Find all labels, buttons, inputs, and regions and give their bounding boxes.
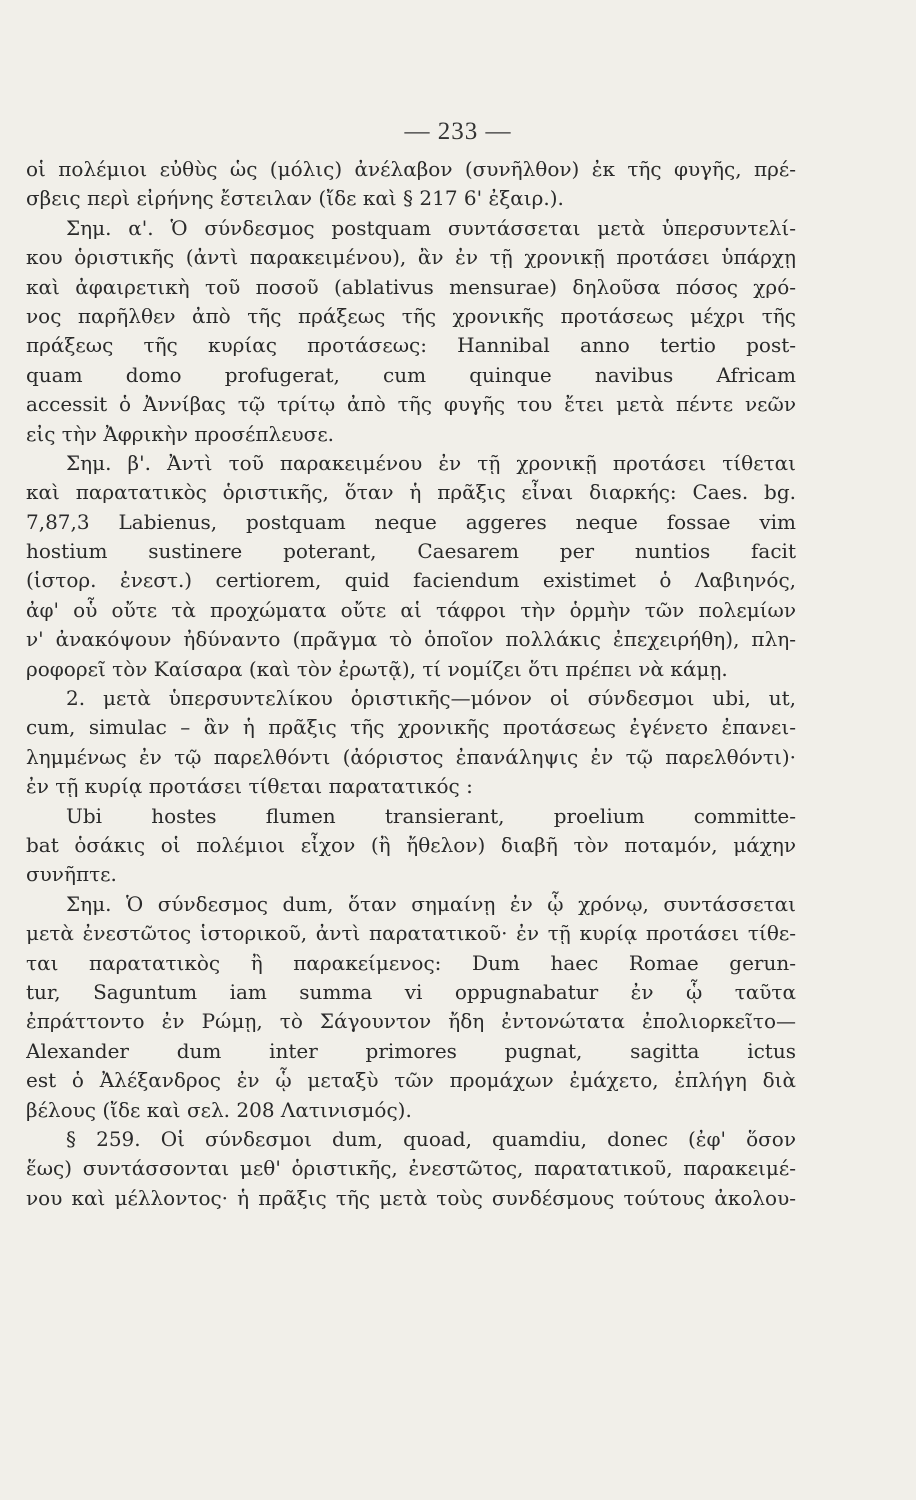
text-line: ν' ἀνακόψουν ἠδύναντο (πρᾶγμα τὸ ὁποῖον πολλάκις ἐπεχειρήθη), πλη- bbox=[26, 627, 796, 652]
text-line: ἐν τῇ κυρίᾳ προτάσει τίθεται παρατατικός : bbox=[26, 774, 473, 799]
text-line: λημμένως ἐν τῷ παρελθόντι (ἀόριστος ἐπανάληψις ἐν τῷ παρελθόντι)· bbox=[26, 744, 796, 769]
text-line: Ubi hostes flumen transierant, proelium committe- bbox=[66, 803, 796, 828]
text-line: βέλους (ἴδε καὶ σελ. 208 Λατινισμός). bbox=[26, 1097, 412, 1122]
text-line: est ὁ Ἀλέξανδρος ἐν ᾧ μεταξὺ τῶν προμάχων ἐμάχετο, ἐπλήγη διὰ bbox=[26, 1068, 796, 1093]
text-line: ροφορεῖ τὸν Καίσαρα (καὶ τὸν ἐρωτᾷ), τί νομίζει ὅτι πρέπει νὰ κάμῃ. bbox=[26, 656, 728, 681]
text-line: μετὰ ἐνεστῶτος ἱστορικοῦ, ἀντὶ παρατατικοῦ· ἐν τῇ κυρίᾳ προτάσει τίθε- bbox=[26, 921, 796, 946]
text-line: cum, simulac – ἂν ἡ πρᾶξις τῆς χρονικῆς προτάσεως ἐγένετο ἐπανει- bbox=[26, 715, 796, 740]
text-line: Σημ. α'. Ὁ σύνδεσμος postquam συντάσσεται μετὰ ὑπερσυντελί- bbox=[66, 215, 796, 240]
text-line: καὶ παρατατικὸς ὁριστικῆς, ὅταν ἡ πρᾶξις εἶναι διαρκής: Caes. bg. bbox=[26, 480, 796, 505]
text-line: ἀφ' οὗ οὔτε τὰ προχώματα οὔτε αἱ τάφροι τὴν ὁρμὴν τῶν πολεμίων bbox=[26, 597, 796, 622]
text-line: (ἱστορ. ἐνεστ.) certiorem, quid faciendum existimet ὁ Λαβιηνός, bbox=[26, 568, 796, 593]
text-line: καὶ ἀφαιρετικὴ τοῦ ποσοῦ (ablativus mensurae) δηλοῦσα πόσος χρό- bbox=[26, 274, 796, 299]
text-line: κου ὁριστικῆς (ἀντὶ παρακειμένου), ἂν ἐν τῇ χρονικῇ προτάσει ὑπάρχῃ bbox=[26, 245, 796, 270]
text-line: tur, Saguntum iam summa vi oppugnabatur ἐν ᾧ ταῦτα bbox=[26, 979, 796, 1004]
text-line: Σημ. Ὁ σύνδεσμος dum, ὅταν σημαίνῃ ἐν ᾧ χρόνῳ, συντάσσεται bbox=[66, 891, 796, 916]
text-line: οἱ πολέμιοι εὐθὺς ὡς (μόλις) ἀνέλαβον (συνῆλθον) ἐκ τῆς φυγῆς, πρέ- bbox=[26, 157, 796, 181]
text-line: hostium sustinere poterant, Caesarem per nuntios facit bbox=[26, 539, 796, 564]
text-line: accessit ὁ Ἀννίβας τῷ τρίτῳ ἀπὸ τῆς φυγῆς του ἔτει μετὰ πέντε νεῶν bbox=[26, 392, 796, 417]
text-line: 7,87,3 Labienus, postquam neque aggeres neque fossae vim bbox=[26, 509, 796, 534]
text-line: ἐπράττοντο ἐν Ρώμῃ, τὸ Σάγουντον ἤδη ἐντονώτατα ἐπολιορκεῖτο— bbox=[26, 1009, 796, 1034]
text-line: σβεις περὶ εἰρήνης ἔστειλαν (ἴδε καὶ § 217 6' ἐξαιρ.). bbox=[26, 186, 564, 211]
text-line: νου καὶ μέλλοντος· ἡ πρᾶξις τῆς μετὰ τοὺς συνδέσμους τούτους ἀκολου- bbox=[26, 1185, 796, 1210]
text-line: Σημ. β'. Ἀντὶ τοῦ παρακειμένου ἐν τῇ χρονικῇ προτάσει τίθεται bbox=[66, 450, 796, 475]
text-line: ται παρατατικὸς ἢ παρακείμενος: Dum haec Romae gerun- bbox=[26, 950, 796, 975]
text-line: εἰς τὴν Ἀφρικὴν προσέπλευσε. bbox=[26, 421, 335, 446]
text-line: συνῆπτε. bbox=[26, 862, 117, 887]
text-line: § 259. Οἱ σύνδεσμοι dum, quoad, quamdiu, donec (ἐφ' ὅσον bbox=[66, 1126, 796, 1151]
text-line: Alexander dum inter primores pugnat, sagitta ictus bbox=[26, 1038, 796, 1063]
text-line: ἕως) συντάσσονται μεθ' ὁριστικῆς, ἐνεστῶτος, παρατατικοῦ, παρακειμέ- bbox=[26, 1156, 796, 1181]
text-line: quam domo profugerat, cum quinque navibus Africam bbox=[26, 362, 796, 387]
text-line: 2. μετὰ ὑπερσυντελίκου ὁριστικῆς—μόνον οἱ σύνδεσμοι ubi, ut, bbox=[66, 686, 796, 711]
text-line: νος παρῆλθεν ἀπὸ τῆς πράξεως τῆς χρονικῆς προτάσεως μέχρι τῆς bbox=[26, 303, 796, 328]
text-line: πράξεως τῆς κυρίας προτάσεως: Hannibal anno tertio post- bbox=[26, 333, 796, 358]
body-text bbox=[26, 155, 796, 1213]
text-line: bat ὁσάκις οἱ πολέμιοι εἶχον (ἢ ἤθελον) διαβῆ τὸν ποταμόν, μάχην bbox=[26, 832, 796, 857]
page-number: — 233 — bbox=[404, 118, 512, 145]
